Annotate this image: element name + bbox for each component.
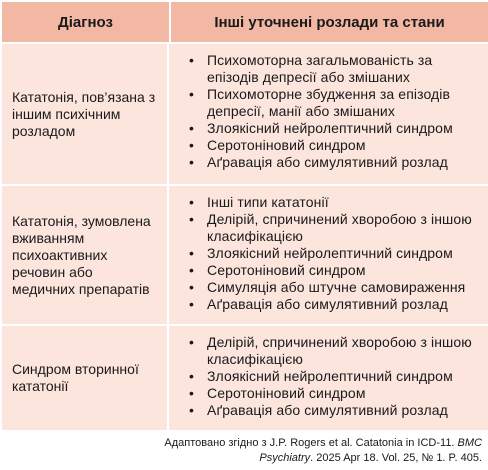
table-header xyxy=(2,2,488,42)
diagnosis-cell: Кататонія, пов’язана з іншим психічним розладом xyxy=(2,44,169,184)
conditions-list xyxy=(169,52,482,171)
list-item: • Делірій, спричинений хворобою з іншою класифікацією xyxy=(189,211,482,245)
list-item: • Делірій, спричинений хворобою з іншою класифікацією xyxy=(189,334,482,368)
table-row xyxy=(2,42,488,184)
conditions-list xyxy=(169,194,482,313)
list-item: • Злоякісний нейролептичний синдром xyxy=(189,120,482,137)
diagnosis-cell: Кататонія, зумовлена вживанням психоактивних речовин або медичних препаратів xyxy=(2,186,169,324)
conditions-cell xyxy=(169,326,488,430)
conditions-cell xyxy=(169,186,488,324)
list-item: • Інші типи кататонії xyxy=(189,194,482,211)
list-item: • Психомоторне збудження за епізодів депресії, манії або змішаних xyxy=(189,86,482,120)
conditions-list xyxy=(169,334,482,419)
header-diagnosis: Діагноз xyxy=(2,2,171,42)
list-item: • Психомоторна загальмованість за епізодів депресії або змішаних xyxy=(189,52,482,86)
list-item: • Серотоніновий синдром xyxy=(189,137,482,154)
citation-text: . 2025 Apr 18. Vol. 25, № 1. P. 405. xyxy=(310,452,482,464)
table-row xyxy=(2,324,488,430)
list-item: • Аґравація або симулятивний розлад xyxy=(189,296,482,313)
list-item: • Аґравація або симулятивний розлад xyxy=(189,154,482,171)
list-item: • Аґравація або симулятивний розлад xyxy=(189,402,482,419)
list-item: • Злоякісний нейролептичний синдром xyxy=(189,368,482,385)
table-row xyxy=(2,184,488,324)
list-item: • Злоякісний нейролептичний синдром xyxy=(189,245,482,262)
list-item: • Серотоніновий синдром xyxy=(189,385,482,402)
list-item: • Серотоніновий синдром xyxy=(189,262,482,279)
citation-journal: Psychiatry xyxy=(259,452,311,464)
conditions-cell xyxy=(169,44,488,184)
citation-journal: BMC xyxy=(457,437,482,449)
diagnosis-table xyxy=(2,2,488,430)
header-other-conditions: Інші уточнені розлади та стани xyxy=(171,2,488,42)
citation-text: Адаптовано згідно з J.P. Rogers et al. Catatonia in ICD-11. xyxy=(164,437,458,449)
diagnosis-cell: Синдром вторинної кататонії xyxy=(2,326,169,430)
list-item: • Симуляція або штучне самовираження xyxy=(189,279,482,296)
source-citation xyxy=(162,436,482,466)
